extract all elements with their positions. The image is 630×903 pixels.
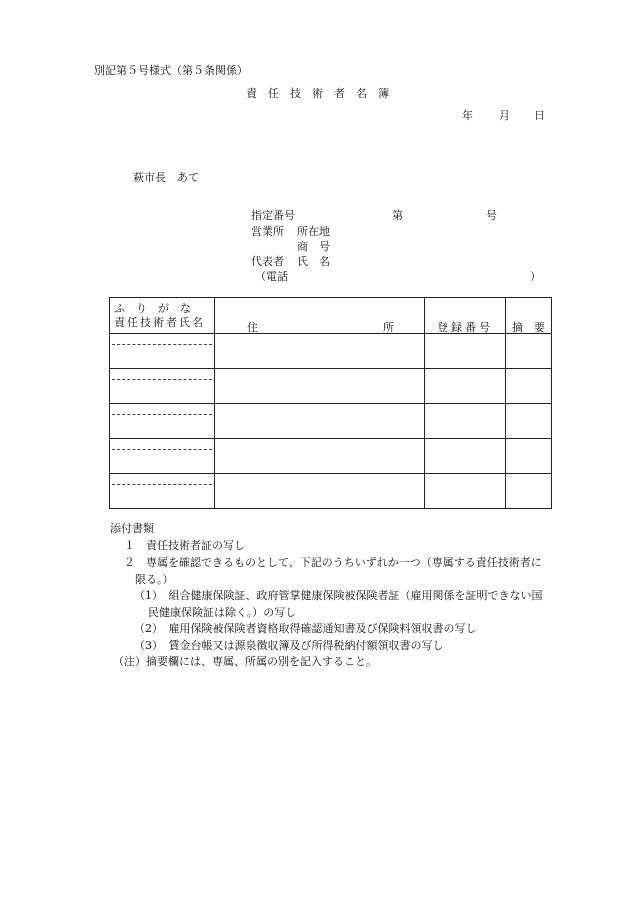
furigana-divider — [112, 449, 212, 450]
page-title: 責 任 技 術 者 名 簿 — [246, 87, 389, 100]
form-label: 別記第５号様式（第５条関係） — [94, 64, 248, 77]
col-address-1: 住 — [247, 321, 258, 334]
furigana-divider — [112, 344, 212, 345]
representative-label: 代表者 — [251, 255, 284, 268]
furigana-divider — [112, 414, 212, 415]
date-year: 年 — [462, 109, 473, 122]
designation-label: 指定番号 — [251, 209, 295, 222]
col-note: 摘 要 — [512, 321, 545, 334]
note-cell[interactable] — [506, 334, 552, 369]
note-cell[interactable] — [506, 369, 552, 404]
table-row — [110, 439, 552, 474]
phone-close: ） — [530, 270, 541, 283]
furigana-divider — [112, 379, 212, 380]
reg-no-cell[interactable] — [425, 404, 506, 439]
name-cell[interactable] — [110, 334, 215, 369]
address-cell[interactable] — [215, 474, 425, 509]
table-row — [110, 369, 552, 404]
table-row — [110, 334, 552, 369]
reg-no-cell[interactable] — [425, 369, 506, 404]
reg-no-cell[interactable] — [425, 334, 506, 369]
attachment-sub-1b: 民健康保険証は除く。）の写し — [148, 606, 297, 619]
col-reg-header — [425, 298, 506, 334]
note-cell[interactable] — [506, 439, 552, 474]
name-cell[interactable] — [110, 439, 215, 474]
address-cell[interactable] — [215, 404, 425, 439]
attachments-heading: 添付書類 — [110, 522, 154, 535]
address-label: 所在地 — [297, 225, 330, 238]
address-cell[interactable] — [215, 439, 425, 474]
col-name: 責任技術者氏名 — [114, 315, 205, 329]
name-label: 氏 名 — [297, 255, 330, 268]
attachment-item-2a: ２ 専属を確認できるものとして、下記のうちいずれか一つ（専属する責任技術者に — [124, 556, 542, 569]
attachment-item-2b: 限る。） — [135, 573, 174, 586]
technician-table — [109, 297, 552, 509]
reg-no-cell[interactable] — [425, 439, 506, 474]
table-header-row — [110, 298, 552, 334]
date-month: 月 — [499, 109, 510, 122]
designation-no-suffix: 号 — [486, 209, 497, 222]
phone-open: （電話 — [255, 270, 288, 283]
attachment-sub-2: （2） 雇用保険被保険者資格取得確認通知書及び保険料領収書の写し — [134, 622, 477, 635]
col-reg-no: 登録番号 — [437, 321, 493, 334]
office-label: 営業所 — [251, 225, 284, 238]
note-cell[interactable] — [506, 474, 552, 509]
col-address-header — [215, 298, 425, 334]
trade-name-label: 商 号 — [297, 240, 330, 253]
attachment-sub-1a: （1） 組合健康保険証、政府管掌健康保険被保険者証（雇用関係を証明できない国 — [134, 589, 543, 602]
address-cell[interactable] — [215, 369, 425, 404]
table-row — [110, 474, 552, 509]
footnote: （注）摘要欄には、専属、所属の別を記入すること。 — [113, 655, 377, 668]
reg-no-cell[interactable] — [425, 474, 506, 509]
name-cell[interactable] — [110, 474, 215, 509]
col-furigana: ふりがな — [114, 301, 202, 315]
name-cell[interactable] — [110, 369, 215, 404]
col-address-2: 所 — [383, 321, 394, 334]
table-row — [110, 404, 552, 439]
note-cell[interactable] — [506, 404, 552, 439]
date-day: 日 — [534, 109, 545, 122]
name-cell[interactable] — [110, 404, 215, 439]
furigana-divider — [112, 484, 212, 485]
attachment-sub-3: （3） 賃金台帳又は源泉徴収簿及び所得税納付額領収書の写し — [134, 639, 444, 652]
designation-no-prefix: 第 — [392, 209, 403, 222]
col-note-header — [506, 298, 552, 334]
attachment-item-1: １ 責任技術者証の写し — [124, 539, 245, 552]
address-cell[interactable] — [215, 334, 425, 369]
addressee: 萩市長 あて — [133, 171, 199, 184]
col-name-header — [110, 298, 215, 334]
